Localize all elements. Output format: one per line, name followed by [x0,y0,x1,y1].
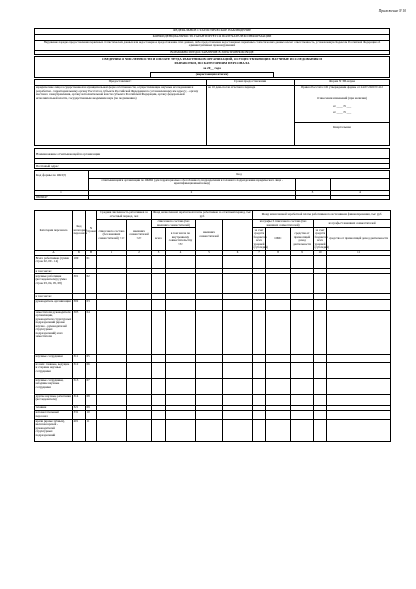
value-cell[interactable] [327,299,391,310]
row-code-cell: 312 [73,362,86,378]
col-letter: 5 [196,250,223,255]
value-cell[interactable] [291,256,314,269]
value-cell[interactable] [196,394,223,405]
row-code-cell: 302 [73,299,86,310]
org-name-label: Наименование отчитывающейся организации [36,152,101,156]
row-number-cell: 04 [86,310,97,354]
value-cell[interactable] [223,256,253,269]
row-category-cell: из них: главные, ведущие и старшие научные сотрудники [35,362,73,378]
table-row [35,378,391,394]
value-cell[interactable] [127,419,152,441]
value-cell[interactable] [152,299,166,310]
header-electronic: ВОЗМОЖНО ПРЕДОСТАВЛЕНИЕ В ЭЛЕКТРОННОМ ВИДЕ [170,49,254,54]
value-cell[interactable] [314,274,327,294]
value-cell[interactable] [327,274,391,294]
title-line2: РАЗРАБОТКИ, ПО КАТЕГОРИЯМ ПЕРСОНАЛА [174,61,250,65]
value-cell[interactable] [266,394,291,405]
row-category-cell: вспомогательный персонал [35,410,73,419]
th-fund-list: списочного состава (без внешних совместителей) [152,219,196,228]
code-label: Код [236,171,242,176]
row-number-cell: 01 [86,256,97,269]
submit-col2-body: не 10 день после отчетного периода [208,85,256,89]
value-cell[interactable] [127,410,152,419]
value-cell[interactable] [253,310,266,354]
value-cell[interactable] [166,419,196,441]
col-letter: 2 [127,250,152,255]
th-avg: Средняя численность работников за отчетный период, чел [97,211,152,220]
row-number-cell: 02 [86,274,97,294]
table-row [35,362,391,378]
value-cell[interactable] [266,310,291,354]
value-cell[interactable] [314,410,327,419]
table-row [35,419,391,441]
header-warning: Нарушение порядка предоставления первичных статистических данных или недостоверное предоставление этих данных, либо предоставление недостоверных первичных статистических данных влечет ответственность, установленную Кодексом Российской Федерации об административных правонарушениях [43,40,381,48]
value-cell[interactable] [166,299,196,310]
th-income-3: средства от приносящей доход деятельности [291,228,314,251]
value-cell[interactable] [253,256,266,269]
row-number-cell: 10 [86,410,97,419]
table-row [35,310,391,354]
okud-value: 0606047 [36,195,48,199]
value-cell[interactable] [97,419,127,441]
value-cell[interactable] [152,410,166,419]
value-cell[interactable] [223,354,253,362]
value-cell[interactable] [97,362,127,378]
value-cell[interactable] [327,378,391,394]
value-cell[interactable] [97,256,127,269]
value-cell[interactable] [127,362,152,378]
table-row [35,274,391,294]
th-income-5: средства от приносящей доход деятельности [327,228,391,251]
value-cell[interactable] [196,310,223,354]
th-code: Код категории персонала [73,211,86,251]
col-letter: 9 [291,250,314,255]
table-row [35,256,391,269]
th-blank-col5 [223,219,253,250]
value-cell[interactable] [266,354,291,362]
value-cell[interactable] [253,354,266,362]
form-changes: О внесении изменений (при наличии) [317,96,367,100]
row-code-cell: 100 [73,256,86,269]
value-cell[interactable] [253,394,266,405]
org-address-label: Почтовый адрес [36,163,59,168]
value-cell[interactable] [223,362,253,378]
value-cell[interactable] [152,354,166,362]
code-col-num-2: 2 [190,189,193,194]
value-cell[interactable] [253,410,266,419]
value-cell[interactable] [166,378,196,394]
row-code-cell: 313 [73,378,86,394]
row-category-cell: руководитель организации [35,299,73,310]
value-cell[interactable] [314,256,327,269]
value-cell[interactable] [253,419,266,441]
th-row: N строки [86,211,97,251]
value-cell[interactable] [291,419,314,441]
th-fund-ext: внешних совместителей [196,219,223,250]
value-cell[interactable] [196,256,223,269]
value-cell[interactable] [196,299,223,310]
row-category-cell: научные сотрудники [35,354,73,362]
value-cell[interactable] [97,354,127,362]
col-letter: А [35,250,73,255]
th-grant: Фонд начисленной заработной платы работников по источникам финансирования, тыс руб [253,211,391,220]
row-category-cell: научные работники (исследователи) (сумма строк 03, 04, 05, 08) [35,274,73,294]
value-cell[interactable] [97,378,127,394]
value-cell[interactable] [327,354,391,362]
row-category-cell: заместители руководителя организации, руководители структурных подразделений (кроме научно - руководителей структурных подразделений) и их заместители [35,310,73,354]
codes-blank3 [332,179,388,189]
row-code-cell: 331 [73,410,86,419]
value-cell[interactable] [327,310,391,354]
value-cell[interactable] [253,362,266,378]
value-cell[interactable] [327,410,391,419]
value-cell[interactable] [152,274,166,294]
col-letter: 11 [327,250,391,255]
value-cell[interactable] [152,310,166,354]
value-cell[interactable] [291,310,314,354]
value-cell[interactable] [327,256,391,269]
value-cell[interactable] [314,419,327,441]
col-letter: 4 [166,250,196,255]
value-cell[interactable] [314,354,327,362]
th-avg-list: списочного состава (без внешних совместителей) <1> [97,219,127,250]
value-cell[interactable] [152,394,166,405]
form-from1: от ____ N ___ [332,104,352,108]
form-number: Форма N ЗП-наука [328,79,356,83]
value-cell[interactable] [152,419,166,441]
th-category: Категория персонала [35,211,73,251]
table-row [35,410,391,419]
value-cell[interactable] [314,378,327,394]
row-number-cell: 05 [86,354,97,362]
table-row [35,299,391,310]
value-cell[interactable] [97,299,127,310]
title-cumulative: (нарастающим итогом) [195,72,229,76]
form-code-label: Код формы по ОКУД [36,173,66,177]
header-line2: КОНФИДЕНЦИАЛЬНОСТЬ ГАРАНТИРУЕТСЯ ПОЛУЧАТЕЛЕМ ИНФОРМАЦИИ [152,34,272,38]
value-cell[interactable] [127,378,152,394]
row-category-cell: техники [35,405,73,410]
th-fund: Фонд начисленной заработной платы работников за отчетный период, тыс руб [153,210,252,218]
form-order: Приказ Росстата: Об утверждении формы от 24.07.2020 N 412 [301,85,383,89]
row-number-cell: 09 [86,405,97,410]
col-letter: 7 [253,250,266,255]
header-line1: ФЕДЕРАЛЬНОЕ СТАТИСТИЧЕСКОЕ НАБЛЮДЕНИЕ [172,28,252,32]
value-cell[interactable] [223,274,253,294]
col-letter: Б [73,250,86,255]
col-letter: 10 [314,250,327,255]
row-category-cell: в том числе: [35,294,73,299]
value-cell[interactable] [266,299,291,310]
th-avg-ext: внешних совместителей <2> [127,219,152,250]
row-category-cell: другие научные работники (исследователи) [35,394,73,405]
value-cell[interactable] [166,310,196,354]
codes-blank2 [297,179,328,189]
value-cell[interactable] [223,299,253,310]
value-cell[interactable] [223,378,253,394]
th-fund-total: всего [152,228,166,251]
value-cell[interactable] [223,310,253,354]
value-cell[interactable] [266,362,291,378]
col-letter: 6 [223,250,253,255]
value-cell[interactable] [327,362,391,378]
col-letter: В [86,250,97,255]
value-cell[interactable] [127,394,152,405]
value-cell[interactable] [291,378,314,394]
th-fund-inner: в том числе по внутреннему совместительству <3> [166,228,196,251]
value-cell[interactable] [166,354,196,362]
value-cell[interactable] [127,354,152,362]
form-frequency: Квартальная [333,125,351,129]
value-cell[interactable] [166,410,196,419]
value-cell[interactable] [166,256,196,269]
row-number-cell: 08 [86,394,97,405]
title-period: за 20__ года [203,66,221,70]
row-number-cell: 11 [86,419,97,441]
value-cell[interactable] [314,362,327,378]
row-category-cell: Всего работников (сумма строк 02, 09 - 14) [35,256,73,269]
row-category-cell: научные сотрудники, младшие научные сотрудники [35,378,73,394]
row-number-cell: 07 [86,378,97,394]
value-cell[interactable] [327,419,391,441]
th-budget-3: за счет средств бюджетов всех уровней (субсидий) [253,227,269,250]
submit-col2-head: Сроки предоставления [233,79,266,83]
value-cell[interactable] [152,362,166,378]
value-cell[interactable] [253,378,266,394]
value-cell[interactable] [127,256,152,269]
value-cell[interactable] [166,362,196,378]
value-cell[interactable] [127,274,152,294]
value-cell[interactable] [97,274,127,294]
value-cell[interactable] [253,299,266,310]
row-number-cell: 03 [86,299,97,310]
value-cell[interactable] [291,299,314,310]
value-cell[interactable] [223,419,253,441]
table-row [35,354,391,362]
submit-col1-head: Предоставляют: [108,79,132,83]
value-cell[interactable] [127,310,152,354]
value-cell[interactable] [152,378,166,394]
th-oms-3: ОМС [266,228,291,251]
value-cell[interactable] [266,419,291,441]
row-code-cell: 311 [73,354,86,362]
okpo-label: отчитывающейся организации по ОКПО (для территориально обособленного подразделения и головного подразделения юридического лица - идентификационный номер) [101,178,283,186]
row-code-cell: 401 [73,419,86,441]
value-cell[interactable] [166,274,196,294]
appendix-label: Приложение N 10 [378,9,406,13]
row-code-cell: 301 [73,274,86,294]
submit-col1-body: юридические лица государственной и муниципальной форм собственности, осуществляющие научные исследования и разработки - территориальному органу Росстата в субъекте Российской Федерации по установленному им адресу; - органу местного самоуправления, органу исполнительной власти субъекта Российской Федерации, органу федеральной исполнительной власти, государственным академиям наук (по подчинению) [36,85,199,100]
value-cell[interactable] [166,394,196,405]
row-code-cell: 321 [73,405,86,410]
value-cell[interactable] [266,378,291,394]
value-cell[interactable] [196,354,223,362]
value-cell[interactable] [223,410,253,419]
value-cell[interactable] [196,378,223,394]
value-cell[interactable] [327,394,391,405]
value-cell[interactable] [253,274,266,294]
col-letter: 8 [266,250,291,255]
value-cell[interactable] [314,310,327,354]
form-from2: от ____ N ___ [332,110,352,114]
th-from3: из графы 3 списочного состава (без внешних совместителей) [253,219,314,228]
value-cell[interactable] [97,410,127,419]
value-cell[interactable] [291,394,314,405]
row-category-cell: в том числе: [35,269,73,274]
th-budget-5: за счет средств бюджетов всех уровней (субсидий) [314,227,330,250]
value-cell[interactable] [196,362,223,378]
row-category-cell: врачи (кроме зубных), включая врачей - руководителей структурных подразделений [35,419,73,441]
th-from5: из графы 5 внешних совместителей [314,219,391,228]
value-cell[interactable] [314,394,327,405]
code-col-num-3: 3 [311,189,314,194]
value-cell[interactable] [266,274,291,294]
value-cell[interactable] [291,410,314,419]
value-cell[interactable] [196,410,223,419]
table-row [35,394,391,405]
value-cell[interactable] [291,362,314,378]
value-cell[interactable] [196,274,223,294]
row-number-cell: 06 [86,362,97,378]
col-letter: 3 [152,250,166,255]
row-code-cell: 303 [73,310,86,354]
row-code-cell: 314 [73,394,86,405]
value-cell[interactable] [127,299,152,310]
value-cell[interactable] [266,410,291,419]
value-cell[interactable] [223,394,253,405]
personnel-table [34,210,391,442]
value-cell[interactable] [266,256,291,269]
col-letter: 1 [97,250,127,255]
value-cell[interactable] [97,310,127,354]
value-cell[interactable] [291,274,314,294]
value-cell[interactable] [97,394,127,405]
code-col-num-1: 1 [60,189,62,194]
code-col-num-4: 4 [359,189,361,194]
value-cell[interactable] [314,299,327,310]
title-line1: СВЕДЕНИЯ О ЧИСЛЕННОСТИ И ОПЛАТЕ ТРУДА РАБОТНИКОВ ОРГАНИЗАЦИЙ, ОСУЩЕСТВЛЯЮЩИХ НАУЧНЫЕ ИССЛЕДОВАНИЯ И [102,56,322,61]
value-cell[interactable] [152,256,166,269]
value-cell[interactable] [196,419,223,441]
value-cell[interactable] [291,354,314,362]
